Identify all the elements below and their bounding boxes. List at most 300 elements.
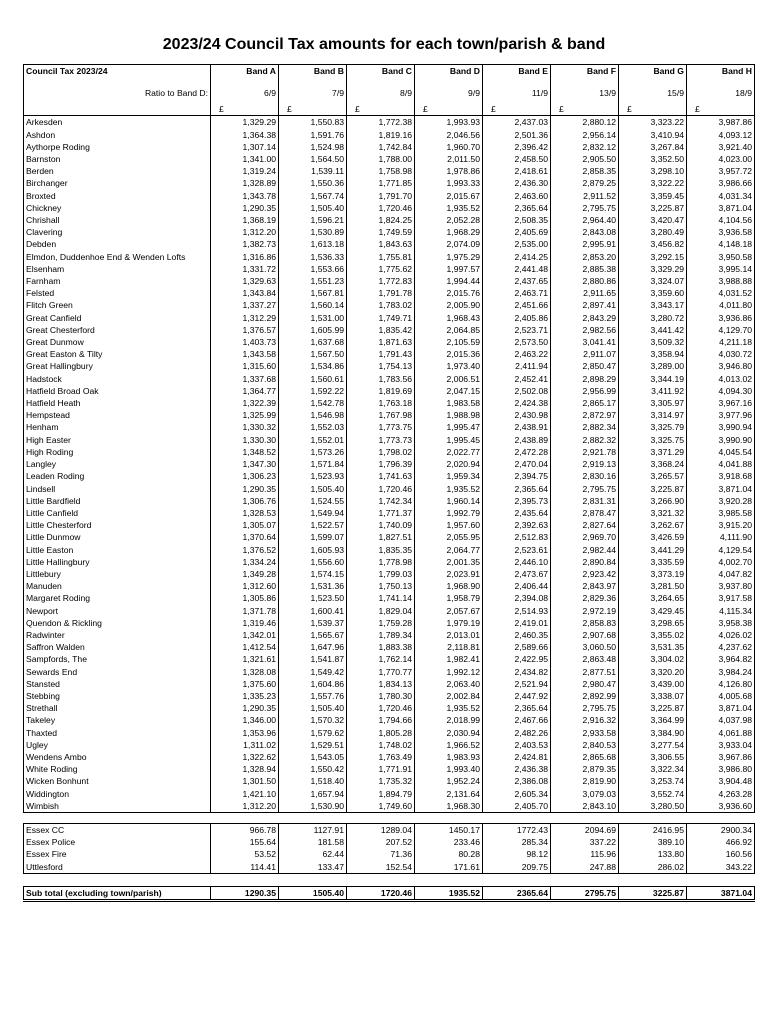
parish-amount: 1,772.38: [347, 116, 415, 129]
parish-name: Arkesden: [24, 116, 211, 129]
parish-amount: 1,382.73: [211, 238, 279, 250]
parish-amount: 1,312.60: [211, 580, 279, 592]
parish-amount: 1,328.08: [211, 666, 279, 678]
parish-amount: 2,406.44: [483, 580, 551, 592]
parish-amount: 4,005.68: [687, 690, 755, 702]
parish-amount: 2,405.86: [483, 312, 551, 324]
parish-amount: 1,993.40: [415, 763, 483, 775]
parish-amount: 1,312.29: [211, 312, 279, 324]
band-header: Band E: [483, 65, 551, 78]
parish-amount: 2,395.73: [483, 495, 551, 507]
parish-amount: 1,368.19: [211, 214, 279, 226]
parish-amount: 2,877.51: [551, 666, 619, 678]
parish-amount: 2,436.30: [483, 177, 551, 189]
parish-name: Chickney: [24, 202, 211, 214]
parish-amount: 4,211.18: [687, 336, 755, 348]
parish-amount: 1,605.99: [279, 324, 347, 336]
parish-amount: 1,536.33: [279, 251, 347, 263]
parish-amount: 1,754.13: [347, 360, 415, 372]
parish-name: Great Easton & Tilty: [24, 348, 211, 360]
parish-amount: 2,850.47: [551, 360, 619, 372]
table-row: [24, 434, 755, 446]
parish-amount: 1,783.56: [347, 373, 415, 385]
parish-amount: 2,819.90: [551, 775, 619, 787]
parish-name: Great Canfield: [24, 312, 211, 324]
parish-amount: 4,061.88: [687, 727, 755, 739]
parish-amount: 1,311.02: [211, 739, 279, 751]
parish-amount: 3,990.90: [687, 434, 755, 446]
table-row: [24, 519, 755, 531]
parish-amount: 2,605.34: [483, 788, 551, 800]
parish-amount: 2,858.83: [551, 617, 619, 629]
preceptor-amount: 1127.91: [279, 823, 347, 836]
parish-amount: 4,045.54: [687, 446, 755, 458]
parish-amount: 2,923.42: [551, 568, 619, 580]
parish-amount: 1,966.52: [415, 739, 483, 751]
parish-name: Stebbing: [24, 690, 211, 702]
parish-amount: 1,290.35: [211, 202, 279, 214]
parish-amount: 1,579.62: [279, 727, 347, 739]
band-header: Band D: [415, 65, 483, 78]
parish-amount: 1,305.86: [211, 592, 279, 604]
parish-amount: 2,879.25: [551, 177, 619, 189]
parish-amount: 1,364.77: [211, 385, 279, 397]
parish-amount: 2,795.75: [551, 702, 619, 714]
parish-amount: 3,441.29: [619, 544, 687, 556]
parish-amount: 2,396.42: [483, 141, 551, 153]
parish-amount: 1,770.77: [347, 666, 415, 678]
preceptor-amount: 152.54: [347, 861, 415, 874]
parish-name: Takeley: [24, 714, 211, 726]
parish-amount: 1,720.46: [347, 202, 415, 214]
preceptor-amount: 233.46: [415, 836, 483, 848]
parish-amount: 1,755.81: [347, 251, 415, 263]
section-spacer: [24, 873, 755, 886]
parish-amount: 1,749.60: [347, 800, 415, 813]
parish-amount: 1,328.53: [211, 507, 279, 519]
parish-amount: 1,557.76: [279, 690, 347, 702]
preceptor-amount: 247.88: [551, 861, 619, 874]
parish-amount: 2,865.17: [551, 397, 619, 409]
council-tax-table: [23, 64, 755, 902]
parish-amount: 1,337.27: [211, 299, 279, 311]
table-row: [24, 702, 755, 714]
parish-amount: 1,539.37: [279, 617, 347, 629]
parish-amount: 2,422.95: [483, 653, 551, 665]
parish-amount: 1,403.73: [211, 336, 279, 348]
parish-amount: 1,529.51: [279, 739, 347, 751]
parish-amount: 2,921.78: [551, 446, 619, 458]
parish-name: Ashdon: [24, 129, 211, 141]
ratio-cell: 7/9: [279, 77, 347, 103]
parish-amount: 1,883.38: [347, 641, 415, 653]
parish-amount: 2,880.86: [551, 275, 619, 287]
parish-amount: 4,094.30: [687, 385, 755, 397]
parish-amount: 2,843.08: [551, 226, 619, 238]
parish-amount: 2,015.67: [415, 190, 483, 202]
parish-name: High Easter: [24, 434, 211, 446]
parish-amount: 3,359.60: [619, 287, 687, 299]
parish-amount: 2,916.32: [551, 714, 619, 726]
parish-amount: 1,742.34: [347, 495, 415, 507]
parish-amount: 2,523.71: [483, 324, 551, 336]
parish-name: Saffron Walden: [24, 641, 211, 653]
parish-amount: 1,353.96: [211, 727, 279, 739]
parish-amount: 2,446.10: [483, 556, 551, 568]
parish-amount: 3,329.29: [619, 263, 687, 275]
parish-amount: 2,020.94: [415, 458, 483, 470]
parish-amount: 3,325.75: [619, 434, 687, 446]
parish-amount: 1,331.72: [211, 263, 279, 275]
parish-name: Hatfield Broad Oak: [24, 385, 211, 397]
parish-amount: 1,993.93: [415, 116, 483, 129]
table-row: [24, 763, 755, 775]
table-row: [24, 507, 755, 519]
parish-amount: 3,871.04: [687, 202, 755, 214]
preceptor-amount: 115.96: [551, 848, 619, 860]
parish-name: Leaden Roding: [24, 470, 211, 482]
parish-amount: 1,542.78: [279, 397, 347, 409]
subtotal-amount: 1290.35: [211, 886, 279, 900]
parish-amount: 3,531.35: [619, 641, 687, 653]
parish-amount: 2,434.82: [483, 666, 551, 678]
parish-amount: 1,824.25: [347, 214, 415, 226]
parish-amount: 3,904.48: [687, 775, 755, 787]
parish-amount: 1,894.79: [347, 788, 415, 800]
parish-amount: 1,573.26: [279, 446, 347, 458]
parish-amount: 1,341.00: [211, 153, 279, 165]
parish-amount: 1,741.14: [347, 592, 415, 604]
table-row: [24, 714, 755, 726]
parish-amount: 4,031.52: [687, 287, 755, 299]
parish-amount: 2,436.38: [483, 763, 551, 775]
table-row: [24, 483, 755, 495]
parish-amount: 1,551.23: [279, 275, 347, 287]
parish-amount: 1,564.50: [279, 153, 347, 165]
parish-amount: 3,335.59: [619, 556, 687, 568]
parish-amount: 2,424.81: [483, 751, 551, 763]
parish-amount: 1,329.63: [211, 275, 279, 287]
parish-amount: 3,306.55: [619, 751, 687, 763]
parish-amount: 4,011.80: [687, 299, 755, 311]
parish-name: High Roding: [24, 446, 211, 458]
parish-amount: 1,843.63: [347, 238, 415, 250]
table-row: [24, 348, 755, 360]
parish-name: Great Hallingbury: [24, 360, 211, 372]
parish-amount: 2,006.51: [415, 373, 483, 385]
parish-name: Little Canfield: [24, 507, 211, 519]
parish-amount: 1,531.36: [279, 580, 347, 592]
parish-amount: 1,748.02: [347, 739, 415, 751]
table-row: [24, 605, 755, 617]
parish-amount: 2,995.91: [551, 238, 619, 250]
parish-amount: 2,403.53: [483, 739, 551, 751]
table-row: [24, 800, 755, 813]
ratio-cell: 8/9: [347, 77, 415, 103]
parish-amount: 2,052.28: [415, 214, 483, 226]
currency-spacer: [24, 103, 211, 116]
parish-amount: 2,523.61: [483, 544, 551, 556]
table-row: [24, 299, 755, 311]
parish-amount: 3,358.94: [619, 348, 687, 360]
parish-amount: 2,843.10: [551, 800, 619, 813]
parish-name: Elsenham: [24, 263, 211, 275]
parish-amount: 1,330.32: [211, 421, 279, 433]
parish-amount: 1,742.84: [347, 141, 415, 153]
parish-amount: 2,365.64: [483, 483, 551, 495]
section-spacer: [24, 812, 755, 823]
parish-amount: 2,365.64: [483, 702, 551, 714]
table-row: [24, 190, 755, 202]
preceptor-name: Essex Police: [24, 836, 211, 848]
preceptor-amount: 2900.34: [687, 823, 755, 836]
parish-amount: 3,410.94: [619, 129, 687, 141]
parish-amount: 2,463.60: [483, 190, 551, 202]
parish-amount: 2,013.01: [415, 629, 483, 641]
parish-amount: 1,773.75: [347, 421, 415, 433]
parish-amount: 2,830.16: [551, 470, 619, 482]
table-row: [24, 360, 755, 372]
table-row: [24, 177, 755, 189]
parish-amount: 2,573.50: [483, 336, 551, 348]
parish-amount: 1,550.36: [279, 177, 347, 189]
parish-amount: 1,334.24: [211, 556, 279, 568]
preceptor-name: Essex CC: [24, 823, 211, 836]
parish-amount: 3,871.04: [687, 483, 755, 495]
parish-amount: 3,967.16: [687, 397, 755, 409]
table-row: [24, 238, 755, 250]
parish-amount: 2,831.31: [551, 495, 619, 507]
parish-name: Langley: [24, 458, 211, 470]
table-row: [24, 202, 755, 214]
parish-amount: 1,567.81: [279, 287, 347, 299]
parish-name: Quendon & Rickling: [24, 617, 211, 629]
parish-amount: 1,740.09: [347, 519, 415, 531]
parish-amount: 1,550.83: [279, 116, 347, 129]
parish-amount: 1,505.40: [279, 202, 347, 214]
parish-amount: 1,613.18: [279, 238, 347, 250]
parish-amount: 1,819.16: [347, 129, 415, 141]
parish-amount: 1,343.78: [211, 190, 279, 202]
parish-amount: 1,992.12: [415, 666, 483, 678]
parish-amount: 1,539.11: [279, 165, 347, 177]
parish-amount: 1,370.64: [211, 531, 279, 543]
parish-amount: 2,982.44: [551, 544, 619, 556]
table-row: [24, 751, 755, 763]
parish-amount: 1,312.20: [211, 226, 279, 238]
parish-amount: 2,047.15: [415, 385, 483, 397]
parish-name: Little Hallingbury: [24, 556, 211, 568]
parish-amount: 2,055.95: [415, 531, 483, 543]
subtotal-amount: 1935.52: [415, 886, 483, 900]
parish-amount: 1,337.68: [211, 373, 279, 385]
parish-amount: 1,968.43: [415, 312, 483, 324]
preceptor-amount: 62.44: [279, 848, 347, 860]
parish-amount: 2,907.68: [551, 629, 619, 641]
parish-name: Little Chesterford: [24, 519, 211, 531]
parish-name: Radwinter: [24, 629, 211, 641]
parish-amount: 1,979.19: [415, 617, 483, 629]
parish-amount: 1,523.50: [279, 592, 347, 604]
parish-name: Hatfield Heath: [24, 397, 211, 409]
parish-amount: 1,321.61: [211, 653, 279, 665]
parish-name: Wimbish: [24, 800, 211, 813]
preceptor-name: Uttlesford: [24, 861, 211, 874]
preceptor-amount: 2094.69: [551, 823, 619, 836]
parish-amount: 2,919.13: [551, 458, 619, 470]
parish-amount: 1,720.46: [347, 483, 415, 495]
preceptor-amount: 286.02: [619, 861, 687, 874]
table-row: [24, 214, 755, 226]
parish-amount: 2,463.22: [483, 348, 551, 360]
parish-name: Little Easton: [24, 544, 211, 556]
table-row: [24, 470, 755, 482]
parish-amount: 1,994.44: [415, 275, 483, 287]
table-row: [24, 397, 755, 409]
parish-amount: 3,060.50: [551, 641, 619, 653]
parish-amount: 4,031.34: [687, 190, 755, 202]
parish-amount: 3,079.03: [551, 788, 619, 800]
parish-amount: 3,280.72: [619, 312, 687, 324]
parish-amount: 3,552.74: [619, 788, 687, 800]
parish-amount: 2,458.50: [483, 153, 551, 165]
parish-amount: 4,104.56: [687, 214, 755, 226]
preceptor-amount: 160.56: [687, 848, 755, 860]
table-row: [24, 263, 755, 275]
parish-amount: 1,596.21: [279, 214, 347, 226]
table-row: [24, 617, 755, 629]
parish-amount: 1,819.69: [347, 385, 415, 397]
parish-amount: 2,829.36: [551, 592, 619, 604]
currency-symbol: £: [687, 103, 755, 116]
parish-amount: 1,319.46: [211, 617, 279, 629]
parish-amount: 1,342.01: [211, 629, 279, 641]
parish-amount: 2,879.35: [551, 763, 619, 775]
parish-amount: 1,329.29: [211, 116, 279, 129]
parish-name: Sampfords, The: [24, 653, 211, 665]
parish-amount: 2,795.75: [551, 202, 619, 214]
parish-amount: 4,047.82: [687, 568, 755, 580]
table-row: [24, 324, 755, 336]
parish-amount: 1,518.40: [279, 775, 347, 787]
parish-amount: 3,371.29: [619, 446, 687, 458]
parish-amount: 2,880.12: [551, 116, 619, 129]
parish-amount: 1,604.86: [279, 678, 347, 690]
table-row: [24, 226, 755, 238]
parish-amount: 4,037.98: [687, 714, 755, 726]
parish-amount: 2,508.35: [483, 214, 551, 226]
table-row: [24, 568, 755, 580]
table-row: [24, 666, 755, 678]
parish-amount: 2,023.91: [415, 568, 483, 580]
table-row: [24, 312, 755, 324]
parish-amount: 1,549.42: [279, 666, 347, 678]
parish-amount: 3,937.80: [687, 580, 755, 592]
parish-amount: 1,992.79: [415, 507, 483, 519]
parish-amount: 1,791.43: [347, 348, 415, 360]
parish-amount: 2,057.67: [415, 605, 483, 617]
parish-amount: 1,773.73: [347, 434, 415, 446]
table-row: [24, 373, 755, 385]
parish-amount: 3,509.32: [619, 336, 687, 348]
table-row: [24, 336, 755, 348]
parish-amount: 1,375.60: [211, 678, 279, 690]
parish-amount: 2,365.64: [483, 202, 551, 214]
parish-amount: 2,001.35: [415, 556, 483, 568]
parish-amount: 2,438.89: [483, 434, 551, 446]
parish-amount: 1,959.34: [415, 470, 483, 482]
table-row: [24, 788, 755, 800]
preceptor-amount: 389.10: [619, 836, 687, 848]
parish-amount: 1,523.93: [279, 470, 347, 482]
parish-name: Hadstock: [24, 373, 211, 385]
table-row: [24, 544, 755, 556]
parish-amount: 3,280.50: [619, 800, 687, 813]
page-title: 2023/24 Council Tax amounts for each town/parish & band: [162, 36, 606, 53]
subtotal-amount: 3871.04: [687, 886, 755, 900]
parish-amount: 2,827.64: [551, 519, 619, 531]
parish-amount: 1,763.18: [347, 397, 415, 409]
parish-amount: 2,980.47: [551, 678, 619, 690]
parish-amount: 1,741.63: [347, 470, 415, 482]
parish-amount: 1,935.52: [415, 483, 483, 495]
parish-amount: 3,262.67: [619, 519, 687, 531]
parish-amount: 2,018.99: [415, 714, 483, 726]
parish-amount: 1,343.58: [211, 348, 279, 360]
parish-amount: 2,467.66: [483, 714, 551, 726]
parish-amount: 1,973.40: [415, 360, 483, 372]
table-row: [24, 592, 755, 604]
parish-amount: 1,541.87: [279, 653, 347, 665]
parish-amount: 1,412.54: [211, 641, 279, 653]
parish-amount: 3,253.74: [619, 775, 687, 787]
parish-amount: 1,343.84: [211, 287, 279, 299]
parish-amount: 2,394.08: [483, 592, 551, 604]
parish-amount: 2,392.63: [483, 519, 551, 531]
parish-amount: 3,352.50: [619, 153, 687, 165]
table-row: [24, 531, 755, 543]
parish-name: Little Bardfield: [24, 495, 211, 507]
parish-amount: 3,984.24: [687, 666, 755, 678]
parish-amount: 1,312.20: [211, 800, 279, 813]
parish-amount: 2,437.03: [483, 116, 551, 129]
currency-symbol: £: [279, 103, 347, 116]
parish-name: Lindsell: [24, 483, 211, 495]
subtotal-amount: 1505.40: [279, 886, 347, 900]
band-header: Band H: [687, 65, 755, 78]
table-row: [24, 141, 755, 153]
parish-amount: 3,267.84: [619, 141, 687, 153]
parish-amount: 1,960.70: [415, 141, 483, 153]
parish-amount: 3,384.90: [619, 727, 687, 739]
parish-name: Littlebury: [24, 568, 211, 580]
parish-amount: 3,265.57: [619, 470, 687, 482]
parish-name: Barnston: [24, 153, 211, 165]
ratio-cell: 6/9: [211, 77, 279, 103]
parish-amount: 1,988.98: [415, 409, 483, 421]
parish-amount: 1,758.98: [347, 165, 415, 177]
parish-amount: 1,982.41: [415, 653, 483, 665]
parish-amount: 1,565.67: [279, 629, 347, 641]
parish-amount: 3,986.66: [687, 177, 755, 189]
parish-amount: 2,482.26: [483, 727, 551, 739]
parish-amount: 4,013.02: [687, 373, 755, 385]
parish-name: Manuden: [24, 580, 211, 592]
parish-amount: 1,762.14: [347, 653, 415, 665]
preceptor-amount: 207.52: [347, 836, 415, 848]
preceptor-amount: 1450.17: [415, 823, 483, 836]
parish-amount: 3,426.59: [619, 531, 687, 543]
